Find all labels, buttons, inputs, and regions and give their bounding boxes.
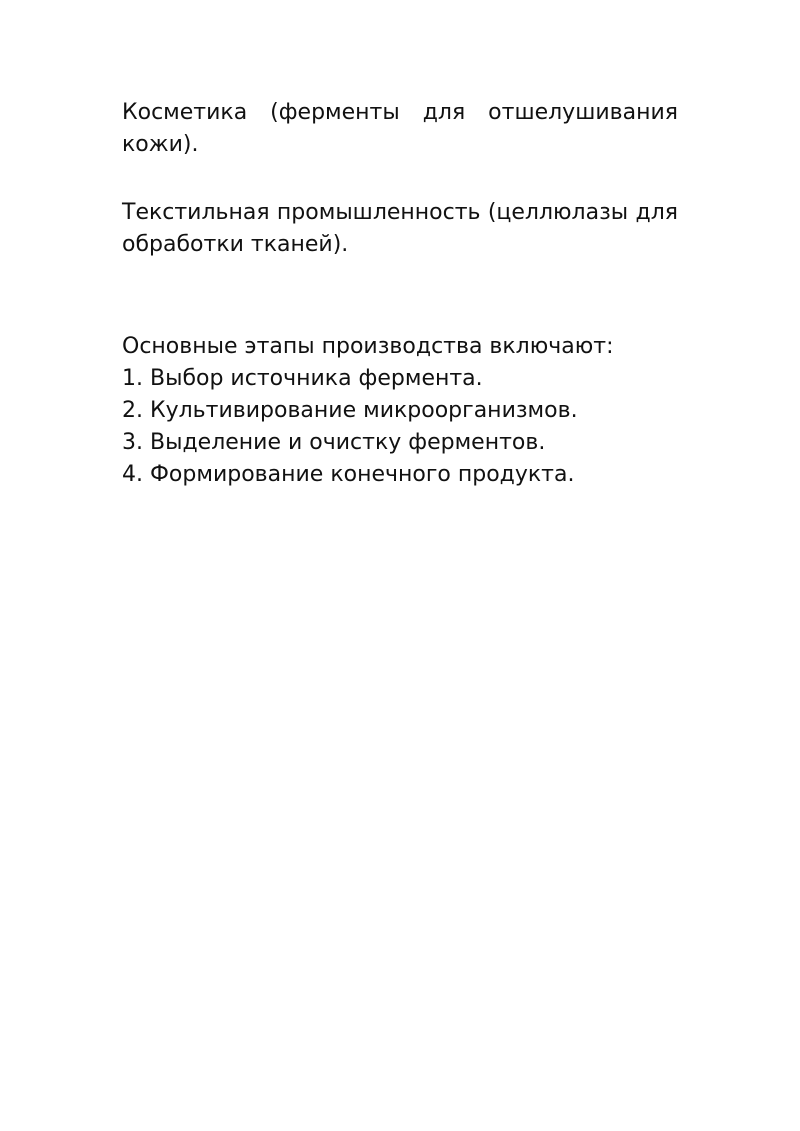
production-stages-intro: Основные этапы производства включают: [122,334,614,359]
paragraph-textile-industry: Текстильная промышленность (целлюлазы для обработки тканей). [122,200,678,257]
list-item: 1. Выбор источника фермента. [122,366,483,391]
paragraph-cosmetics: Косметика (ферменты для отшелушивания кожи). [122,100,678,157]
list-item: 2. Культивирование микроорганизмов. [122,398,578,423]
list-item: 4. Формирование конечного продукта. [122,462,575,487]
list-item: 3. Выделение и очистку ферментов. [122,430,546,455]
document-body [122,97,678,491]
production-steps-list [122,363,678,491]
